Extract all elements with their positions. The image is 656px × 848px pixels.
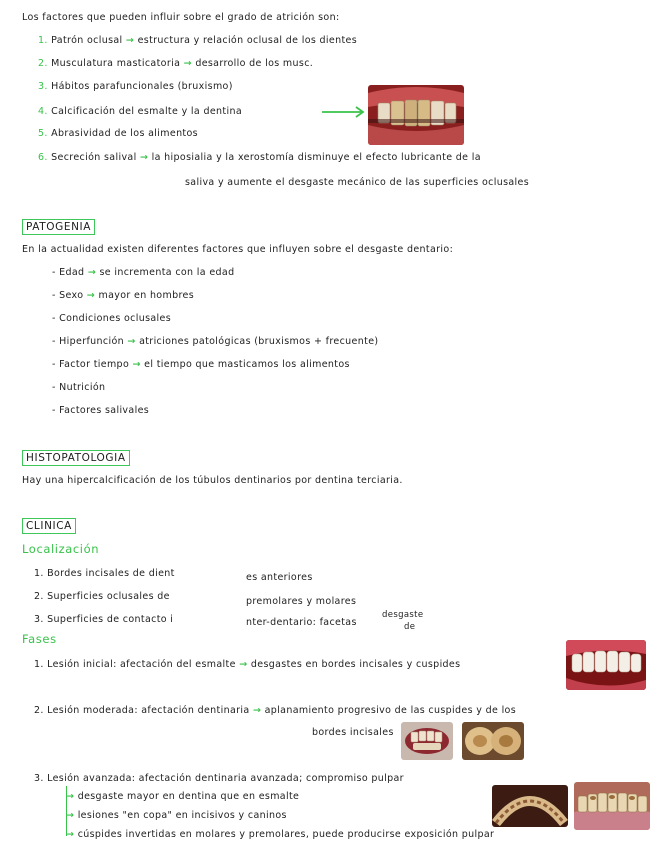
arrow-icon: →	[87, 267, 97, 278]
subheading-fases: Fases	[22, 632, 57, 646]
advanced-lesion-photo-lower	[574, 782, 650, 830]
arrow-icon: →	[139, 152, 149, 163]
item-number: 3.	[34, 614, 44, 625]
subheading-localizacion: Localización	[22, 542, 100, 556]
factor-number: 1.	[38, 35, 48, 46]
arrow-icon: →	[66, 810, 75, 821]
item-label: - Hiperfunción	[52, 336, 124, 347]
factor-number: 3.	[38, 81, 48, 92]
localizacion-item-cont: es anteriores	[246, 572, 313, 583]
factor-text: Patrón oclusal	[51, 35, 123, 46]
patogenia-item: - Nutrición	[52, 382, 106, 393]
fase-2-continuation: bordes incisales	[312, 727, 394, 738]
item-label: - Sexo	[52, 290, 84, 301]
fase-2	[34, 705, 516, 717]
histopatologia-text: Hay una hipercalcificación de los túbulos dentinarios por dentina terciaria.	[22, 475, 403, 486]
initial-lesion-photo	[566, 640, 646, 690]
item-label: - Factor tiempo	[52, 359, 130, 370]
branch-text: cúspides invertidas en molares y premolares, puede producirse exposición pulpar	[77, 829, 495, 840]
factor-detail: desarrollo de los musc.	[195, 58, 314, 69]
fase-3-branch	[66, 810, 287, 822]
factor-detail: la hiposialia y la xerostomía disminuye el efecto lubricante de la	[151, 152, 481, 163]
item-label: - Edad	[52, 267, 85, 278]
item-text: Superficies oclusales de	[47, 591, 170, 602]
factor-number: 2.	[38, 58, 48, 69]
item-detail: desgastes en bordes incisales y cuspides	[250, 659, 461, 670]
item-number: 3.	[34, 773, 44, 784]
item-text: Lesión moderada: afectación dentinaria	[47, 705, 250, 716]
factor-6	[38, 152, 481, 164]
arrow-icon: →	[125, 35, 135, 46]
fase-3	[34, 773, 404, 785]
long-arrow-icon	[322, 106, 368, 118]
item-number: 1.	[34, 568, 44, 579]
arrow-icon: →	[66, 791, 75, 802]
localizacion-item	[34, 614, 173, 626]
moderate-lesion-photo-front	[401, 722, 453, 760]
localizacion-item	[34, 591, 170, 603]
section-heading-clinica: CLINICA	[22, 518, 76, 534]
subscript-note: de	[404, 622, 416, 632]
item-detail: aplanamiento progresivo de las cuspides y de los	[264, 705, 517, 716]
fase-1	[34, 659, 460, 671]
factor-number: 5.	[38, 128, 48, 139]
patogenia-item	[52, 359, 350, 371]
arrow-icon: →	[127, 336, 136, 347]
branch-text: desgaste mayor en dentina que en esmalte	[77, 791, 300, 802]
item-detail: el tiempo que masticamos los alimentos	[144, 359, 350, 370]
item-text: nter-dentario: facetas	[246, 617, 357, 628]
factor-3	[38, 81, 233, 93]
patogenia-item: - Condiciones oclusales	[52, 313, 172, 324]
item-detail: atriciones patológicas (bruxismos + frecuente)	[139, 336, 379, 347]
factor-text: Calcificación del esmalte y la dentina	[51, 106, 242, 117]
item-detail: mayor en hombres	[98, 290, 194, 301]
localizacion-item	[34, 568, 175, 580]
factor-text: Abrasividad de los alimentos	[51, 128, 198, 139]
patogenia-item	[52, 267, 234, 279]
item-text: Lesión avanzada: afectación dentinaria avanzada; compromiso pulpar	[47, 773, 404, 784]
item-detail: se incrementa con la edad	[99, 267, 235, 278]
localizacion-item-cont	[246, 617, 357, 629]
factor-6-continuation: saliva y aumente el desgaste mecánico de las superficies oclusales	[185, 177, 530, 188]
branch-text: lesiones "en copa" en incisivos y caninos	[77, 810, 287, 821]
patogenia-item: - Factores salivales	[52, 405, 150, 416]
item-text: Superficies de contacto i	[47, 614, 174, 625]
worn-teeth-photo	[368, 85, 464, 145]
patogenia-item	[52, 290, 194, 302]
arrow-icon: →	[239, 659, 248, 670]
item-text: Lesión inicial: afectación del esmalte	[47, 659, 236, 670]
factor-5	[38, 128, 198, 140]
patogenia-item	[52, 336, 378, 348]
factor-detail: estructura y relación oclusal de los dientes	[137, 35, 358, 46]
intro-text: Los factores que pueden influir sobre el grado de atrición son:	[22, 12, 340, 23]
section-heading-patogenia: PATOGENIA	[22, 219, 95, 235]
fase-3-branch	[66, 791, 299, 803]
localizacion-item-cont: premolares y molares	[246, 596, 357, 607]
arrow-icon: →	[66, 829, 75, 840]
patogenia-intro: En la actualidad existen diferentes factores que influyen sobre el desgaste dentario:	[22, 244, 454, 255]
factor-text: Hábitos parafuncionales (bruxismo)	[51, 81, 233, 92]
superscript-note: desgaste	[382, 610, 424, 620]
factor-number: 4.	[38, 106, 48, 117]
item-number: 2.	[34, 591, 44, 602]
arrow-icon: →	[132, 359, 141, 370]
item-text: Bordes incisales de dient	[47, 568, 175, 579]
factor-text: Musculatura masticatoria	[51, 58, 181, 69]
advanced-lesion-photo-upper	[492, 785, 568, 827]
factor-4	[38, 106, 242, 118]
arrow-icon: →	[252, 705, 262, 716]
item-number: 2.	[34, 705, 44, 716]
arrow-icon: →	[183, 58, 192, 69]
moderate-lesion-photo-occlusal	[462, 722, 524, 760]
fase-3-branch	[66, 829, 494, 841]
item-number: 1.	[34, 659, 44, 670]
arrow-icon: →	[86, 290, 96, 301]
factor-2	[38, 58, 313, 70]
section-heading-histopatologia: HISTOPATOLOGIA	[22, 450, 130, 466]
factor-text: Secreción salival	[51, 152, 137, 163]
factor-1	[38, 35, 357, 47]
factor-number: 6.	[38, 152, 48, 163]
